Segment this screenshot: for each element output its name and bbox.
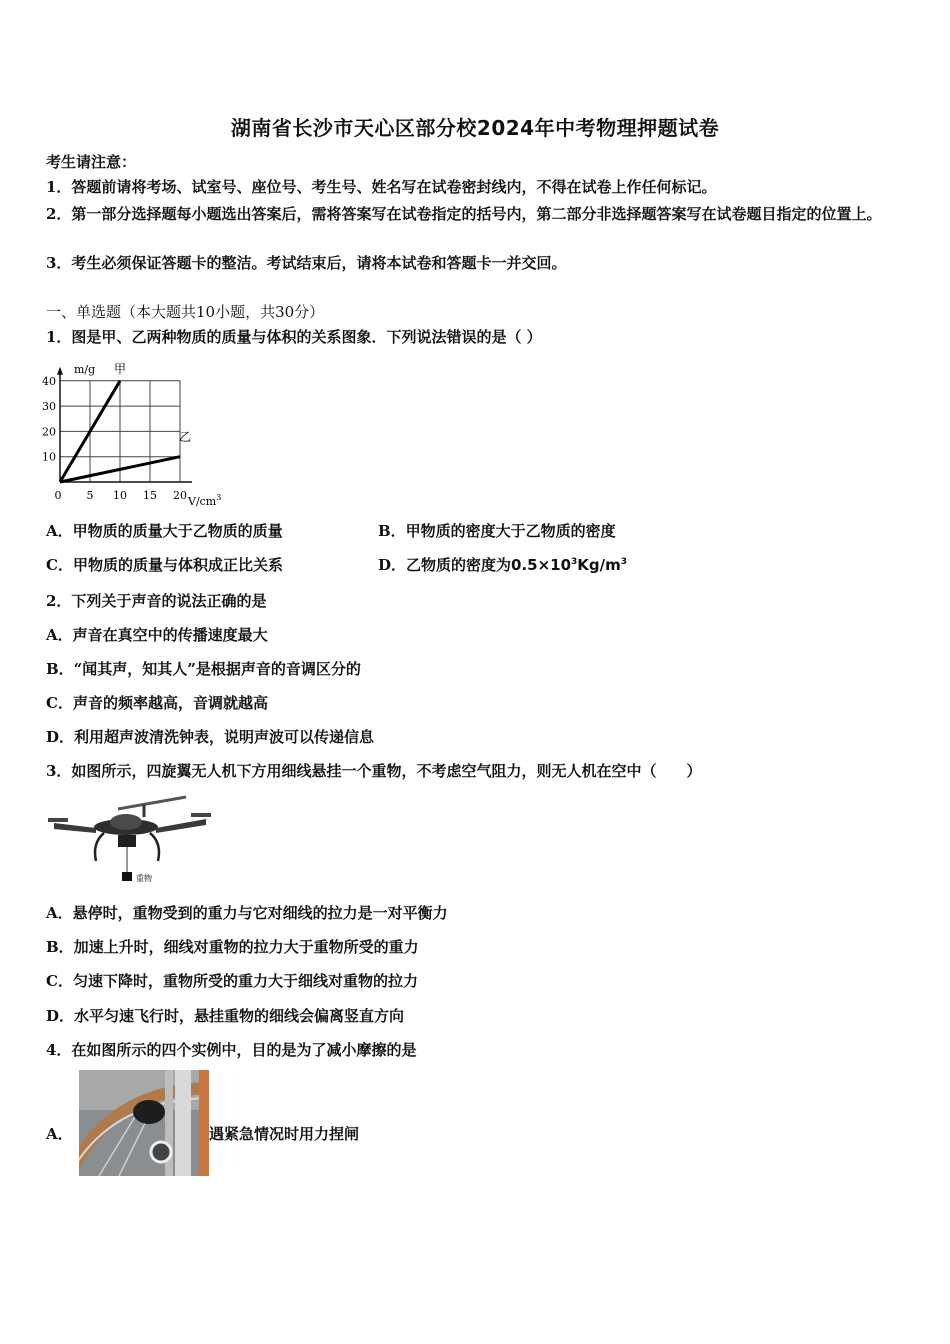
notice-item-1: 1．答题前请将考场、试室号、座位号、考生号、姓名写在试卷密封线内，不得在试卷上作任何标记。 (46, 178, 717, 196)
x-tick-label: 0 (54, 489, 62, 502)
drone-dome (110, 814, 142, 830)
notice-item-3: 3．考生必须保证答题卡的整洁。考试结束后，请将本试卷和答题卡一并交回。 (46, 254, 567, 272)
q1-mass-volume-chart (40, 356, 240, 508)
q1-stem: 1．图是甲、乙两种物质的质量与体积的关系图象．下列说法错误的是（ ） (46, 328, 542, 346)
x-tick-label: 15 (143, 489, 157, 502)
q4-stem: 4．在如图所示的四个实例中，目的是为了减小摩擦的是 (46, 1041, 417, 1059)
hanging-weight (122, 872, 132, 881)
drone-arm-right (156, 819, 206, 833)
chart-y-ticks (42, 375, 56, 464)
q3-option-a[interactable]: A．悬停时，重物受到的重力与它对细线的拉力是一对平衡力 (46, 904, 448, 922)
q3-drone-figure (46, 795, 212, 885)
x-tick-label: 20 (173, 489, 187, 502)
q4-option-a-letter[interactable]: A． (46, 1125, 73, 1143)
q1-option-b[interactable]: B．甲物质的密度大于乙物质的密度 (378, 522, 616, 540)
q1-option-a[interactable]: A．甲物质的质量大于乙物质的质量 (46, 522, 283, 540)
y-tick-label: 40 (42, 374, 56, 388)
chart-x-ticks (55, 489, 188, 502)
y-tick-label: 30 (42, 400, 56, 414)
q4-option-a-text[interactable]: 遇紧急情况时用力捏闸 (209, 1125, 360, 1143)
page-title: 湖南省长沙市天心区部分校2024年中考物理押题试卷 (230, 116, 720, 140)
y-axis-arrow (57, 367, 63, 375)
q2-option-a[interactable]: A．声音在真空中的传播速度最大 (46, 626, 268, 644)
q1-option-d-unit-exp: 3 (620, 557, 628, 567)
x-tick-label: 5 (86, 489, 94, 502)
brake-pad (133, 1100, 165, 1124)
section-heading: 一、单选题（本大题共10小题，共30分） (46, 303, 325, 321)
x-axis-label-text: V/cm (188, 495, 217, 508)
y-tick-label: 10 (42, 450, 56, 464)
weight-label: 重物 (136, 874, 152, 883)
brake-bolt (151, 1142, 171, 1162)
q3-option-b[interactable]: B．加速上升时，细线对重物的拉力大于重物所受的重力 (46, 938, 419, 956)
x-axis-label-sup: 3 (216, 493, 222, 502)
q3-option-d[interactable]: D．水平匀速飞行时，悬挂重物的细线会偏离竖直方向 (46, 1007, 405, 1025)
rotor-blade (118, 797, 186, 809)
q2-option-d[interactable]: D．利用超声波清洗钟表，说明声波可以传递信息 (46, 728, 375, 746)
x-axis-label (187, 493, 221, 508)
q4-brake-photo (79, 1070, 209, 1176)
rotor-right (191, 813, 211, 817)
landing-leg-right (150, 833, 159, 861)
q2-option-b[interactable]: B．“闻其声，知其人”是根据声音的音调区分的 (46, 660, 361, 678)
q3-option-c[interactable]: C．匀速下降时，重物所受的重力大于细线对重物的拉力 (46, 972, 418, 990)
notice-item-2: 2．第一部分选择题每小题选出答案后，需将答案写在试卷指定的括号内，第二部分非选择题答案写在试卷题目指定的位置上。 (46, 205, 882, 223)
q1-option-d-exp: 3 (571, 557, 578, 567)
notice-heading: 考生请注意： (46, 153, 137, 171)
drone-camera (118, 835, 136, 847)
q3-stem: 3．如图所示，四旋翼无人机下方用细线悬挂一个重物，不考虑空气阻力，则无人机在空中（ ） (46, 762, 702, 780)
chart-grid (60, 381, 180, 482)
q1-option-d-value: 0.5×10 (511, 556, 572, 574)
fork-tube (175, 1070, 191, 1176)
y-tick-label: 20 (42, 425, 56, 439)
q1-option-d-unit: Kg/m (577, 556, 621, 574)
x-tick-label: 10 (113, 489, 127, 502)
series-label-yi: 乙 (179, 430, 192, 444)
rotor-left (48, 818, 68, 822)
series-label-jia: 甲 (114, 362, 127, 376)
photo-edge (199, 1070, 209, 1176)
q1-option-d[interactable] (378, 555, 627, 575)
drone-arm-left (54, 823, 96, 833)
chart-axes (57, 367, 192, 482)
y-axis-label: m/g (74, 363, 96, 376)
q1-option-c[interactable]: C．甲物质的质量与体积成正比关系 (46, 556, 283, 574)
landing-leg-left (95, 833, 104, 861)
q1-option-d-prefix: D．乙物质的密度为 (378, 556, 512, 574)
q2-option-c[interactable]: C．声音的频率越高，音调就越高 (46, 694, 268, 712)
q2-stem: 2．下列关于声音的说法正确的是 (46, 592, 267, 610)
